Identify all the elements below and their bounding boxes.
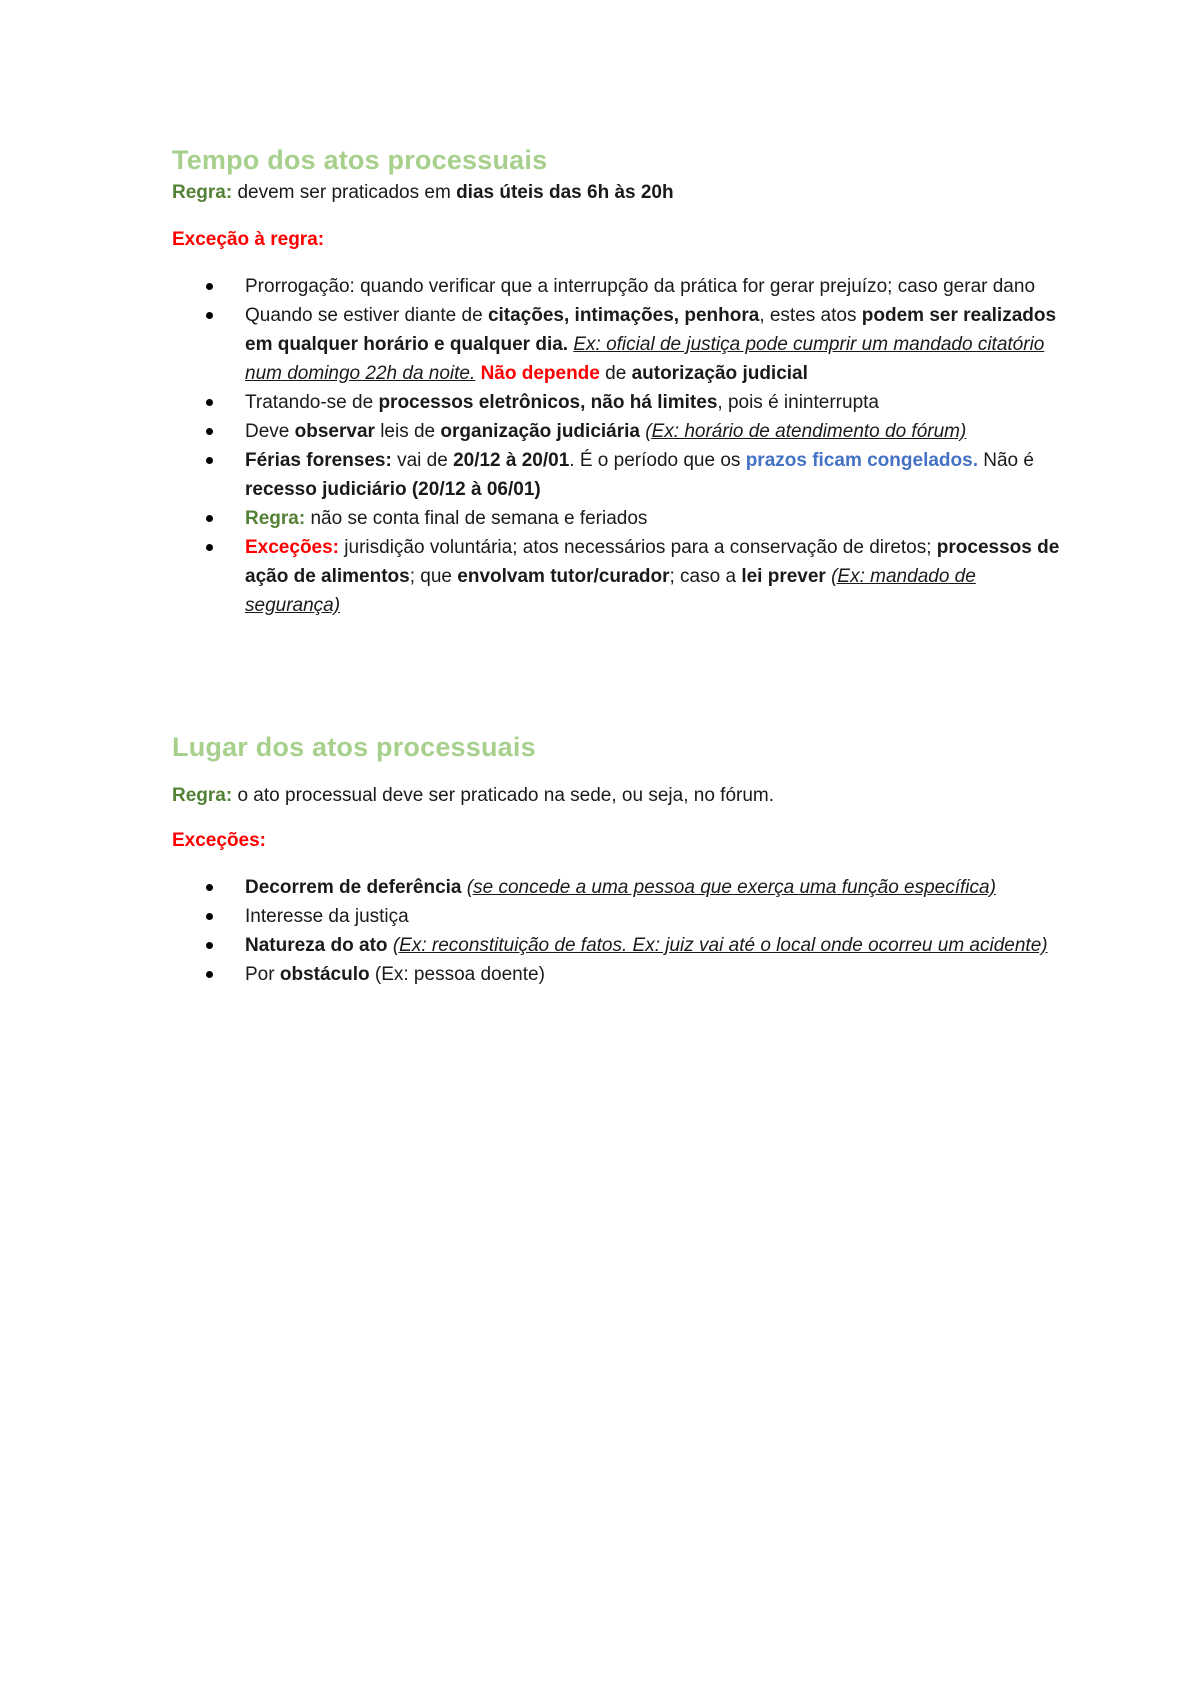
item-green: Regra:: [245, 508, 306, 529]
item-text: , pois é ininterrupta: [717, 392, 879, 413]
item-bold: recesso judiciário (20/12 à 06/01): [245, 479, 541, 500]
list-item: [200, 504, 1060, 533]
rule-bold: dias úteis das 6h às 20h: [456, 182, 674, 203]
item-bold: processos de ação de alimentos: [245, 537, 1060, 587]
item-bold: lei prever: [741, 566, 826, 587]
rule-text: devem ser praticados em: [232, 182, 457, 203]
item-text: (Ex: pessoa doente): [369, 964, 545, 985]
item-text: Não é: [977, 450, 1034, 471]
item-example: (Ex: reconstituição de fatos. Ex: juiz vai até o local onde ocorreu um acidente): [392, 935, 1048, 956]
item-blue: prazos ficam congelados.: [745, 450, 978, 471]
item-bold: obstáculo: [279, 964, 370, 985]
rule-paragraph: [172, 178, 674, 207]
item-bold: processos eletrônicos, não há limites: [378, 392, 718, 413]
item-example: (Ex: horário de atendimento do fórum): [645, 421, 967, 442]
rule-label: Regra:: [172, 785, 233, 806]
lugar-list: [200, 873, 1060, 989]
item-bold: 20/12 à 20/01: [453, 450, 570, 471]
exception-label: Exceção à regra:: [172, 229, 325, 250]
item-bold: observar: [294, 421, 375, 442]
rule-paragraph: [172, 781, 774, 810]
rule-text: o ato processual deve ser praticado na sede, ou seja, no fórum.: [232, 785, 775, 806]
item-text: vai de: [391, 450, 454, 471]
item-bold: citações, intimações, penhora: [487, 305, 760, 326]
item-text: . É o período que os: [569, 450, 746, 471]
tempo-list: [200, 272, 1060, 620]
list-item: [200, 931, 1060, 960]
item-text: Interesse da justiça: [245, 906, 409, 927]
item-text: , estes atos: [759, 305, 862, 326]
list-item: [200, 388, 1060, 417]
rule-label: Regra:: [172, 182, 233, 203]
list-item: [200, 902, 1060, 931]
item-bold: autorização judicial: [631, 363, 808, 384]
item-text: Deve: [245, 421, 295, 442]
item-text: jurisdição voluntária; atos necessários para a conservação de diretos;: [339, 537, 937, 558]
item-example: (Ex: mandado de segurança): [245, 566, 976, 616]
exception-heading: [172, 225, 324, 254]
item-text: ; caso a: [669, 566, 742, 587]
exception-heading: [172, 826, 266, 855]
item-bold: Decorrem de deferência: [245, 877, 462, 898]
item-example: Ex: oficial de justiça pode cumprir um mandado citatório num domingo 22h da noite.: [245, 334, 1045, 384]
item-bold: organização judiciária: [440, 421, 640, 442]
item-bold: Natureza do ato: [245, 935, 388, 956]
section-title-lugar: Lugar dos atos processuais: [172, 732, 536, 762]
item-bold: envolvam tutor/curador: [457, 566, 670, 587]
item-red: Exceções:: [245, 537, 340, 558]
item-text: Tratando-se de: [245, 392, 379, 413]
item-text: ; que: [409, 566, 458, 587]
item-text: não se conta final de semana e feriados: [305, 508, 648, 529]
item-text: de: [599, 363, 632, 384]
list-item: [200, 417, 1060, 446]
list-item: [200, 960, 1060, 989]
item-example: (se concede a uma pessoa que exerça uma função específica): [466, 877, 996, 898]
item-text: leis de: [374, 421, 441, 442]
item-bold: podem ser realizados em qualquer horário e qualquer dia.: [245, 305, 1057, 355]
list-item: [200, 533, 1060, 620]
item-text: Quando se estiver diante de: [245, 305, 488, 326]
item-red: Não depende: [480, 363, 600, 384]
item-text: Prorrogação: quando verificar que a interrupção da prática for gerar prejuízo; caso gerar dano: [245, 276, 1036, 297]
item-bold: Férias forenses:: [245, 450, 392, 471]
list-item: [200, 301, 1060, 388]
list-item: [200, 873, 1060, 902]
exception-label: Exceções:: [172, 830, 267, 851]
list-item: [200, 272, 1060, 301]
list-item: [200, 446, 1060, 504]
item-text: Por: [245, 964, 280, 985]
section-title-tempo: Tempo dos atos processuais: [172, 145, 548, 175]
